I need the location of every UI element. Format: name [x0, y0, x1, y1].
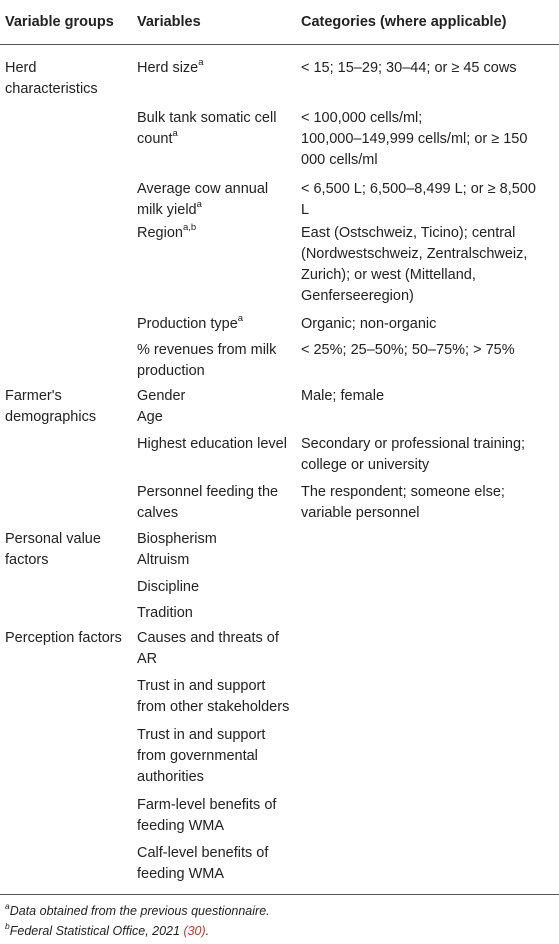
variable-herd-size: Herd size$^a$	[137, 57, 204, 76]
header-variable-groups: Variable groups	[5, 14, 114, 30]
variable-region: Region$^{a,b}$	[137, 222, 197, 241]
variable-biospherism: Biospherism	[137, 531, 217, 547]
variable-education: Highest education level	[137, 436, 287, 452]
variable-causes-threats: Causes and threats of AR	[137, 630, 279, 667]
variable-altruism: Altruism	[137, 552, 190, 568]
category-herd-size: < 15; 15–29; 30–44; or ≥ 45 cows	[301, 60, 517, 76]
variable-discipline: Discipline	[137, 579, 200, 595]
footnote-a: $^a$Data obtained from the previous questionnaire.	[5, 900, 270, 918]
variable-personnel: Personnel feeding the calves	[137, 484, 279, 521]
variable-revenues: % revenues from milk production	[137, 342, 277, 379]
category-personnel: The respondent; someone else; variable personnel	[301, 484, 505, 521]
category-education: Secondary or professional training; college or university	[301, 436, 526, 473]
category-milk-yield: < 6,500 L; 6,500–8,499 L; or ≥ 8,500 L	[301, 181, 536, 218]
variable-gender: Gender	[137, 388, 186, 404]
header-categories: Categories (where applicable)	[301, 14, 507, 30]
category-region: East (Ostschweiz, Ticino); central (Nordwestschweiz, Zentralschweiz, Zurich); or west (Mittelland, Genferseeregion)	[301, 225, 528, 304]
footer-rule	[0, 894, 559, 895]
variable-tradition: Tradition	[137, 605, 193, 621]
header-rule	[0, 44, 559, 45]
variable-trust-governmental: Trust in and support from governmental authorities	[137, 727, 266, 785]
group-perception-factors: Perception factors	[5, 630, 122, 646]
category-revenues: < 25%; 25–50%; 50–75%; > 75%	[301, 342, 515, 358]
variable-calf-benefits: Calf-level benefits of feeding WMA	[137, 845, 269, 882]
group-farmer-demographics: Farmer's demographics	[5, 388, 97, 425]
variable-farm-benefits: Farm-level benefits of feeding WMA	[137, 797, 277, 834]
header-variables: Variables	[137, 14, 201, 30]
group-herd-characteristics: Herd characteristics	[5, 60, 98, 97]
variable-milk-yield: Average cow annual milk yield$^a$	[137, 181, 269, 218]
variable-bulk-tank: Bulk tank somatic cell count$^a$	[137, 110, 277, 147]
footnote-b: $^b$Federal Statistical Office, 2021 (30).	[5, 920, 210, 938]
category-bulk-tank: < 100,000 cells/ml; 100,000–149,999 cells/ml; or ≥ 150 000 cells/ml	[301, 110, 528, 168]
variable-age: Age	[137, 409, 163, 425]
variable-trust-stakeholders: Trust in and support from other stakeholders	[137, 678, 290, 715]
variable-production-type: Production type$^a$	[137, 313, 244, 332]
group-personal-value-factors: Personal value factors	[5, 531, 101, 568]
category-gender: Male; female	[301, 388, 385, 404]
reference-link[interactable]: (30)	[183, 924, 206, 938]
category-production-type: Organic; non-organic	[301, 316, 437, 332]
